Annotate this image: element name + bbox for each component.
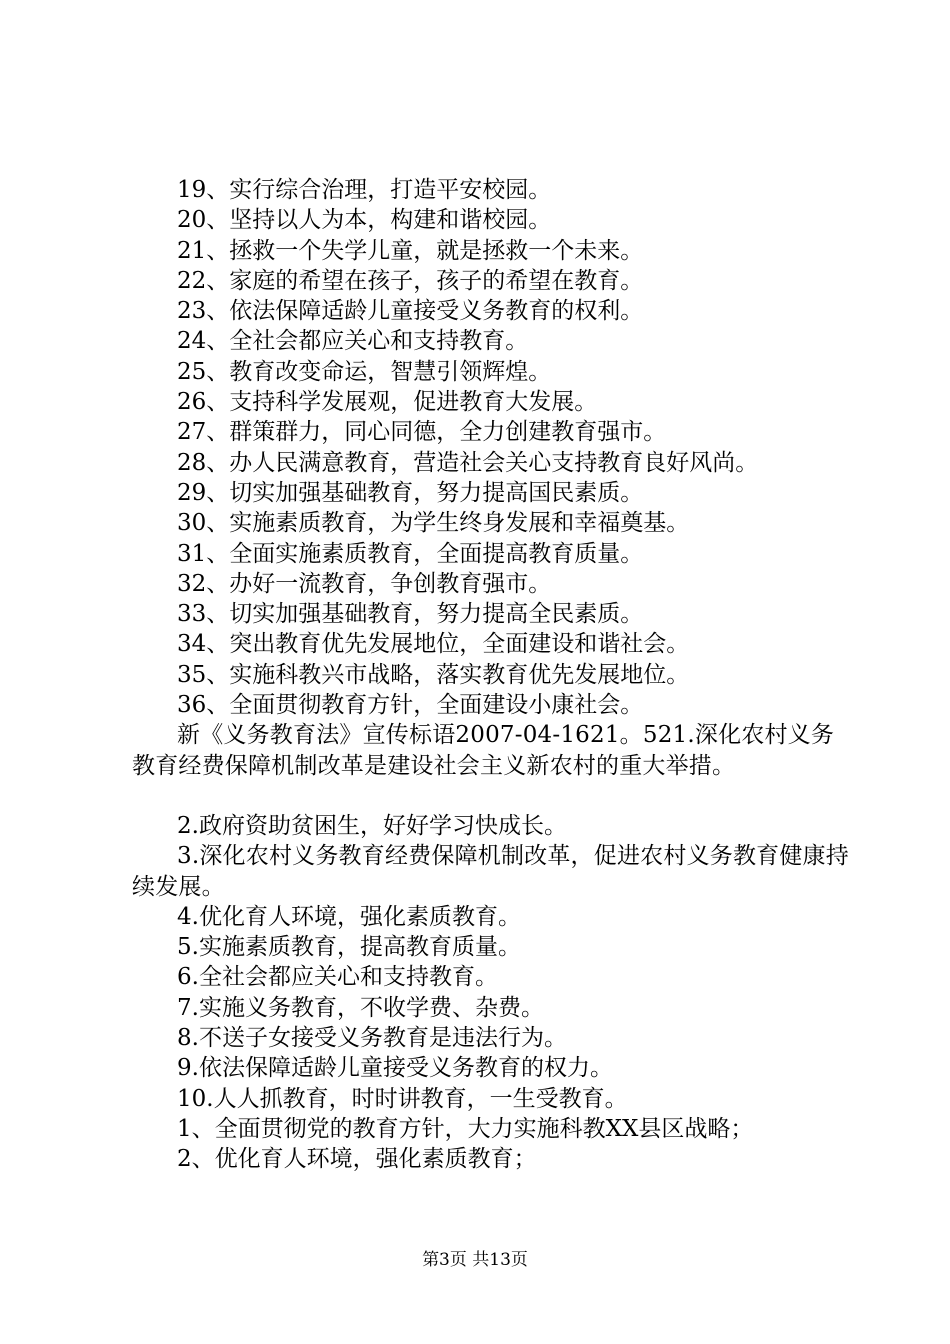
slogan-paragraph: 3.深化农村义务教育经费保障机制改革，促进农村义务教育健康持续发展。 — [132, 843, 849, 900]
slogan-item: 29、切实加强基础教育，努力提高国民素质。 — [177, 479, 644, 506]
slogan-item: 4.优化育人环境，强化素质教育。 — [177, 903, 521, 930]
slogan-item: 23、依法保障适龄儿童接受义务教育的权利。 — [177, 298, 644, 325]
slogan-item: 9.依法保障适龄儿童接受义务教育的权力。 — [177, 1055, 613, 1082]
slogan-item: 2、优化育人环境，强化素质教育； — [177, 1146, 537, 1173]
slogan-item: 25、教育改变命运，智慧引领辉煌。 — [177, 358, 552, 385]
slogan-item: 10.人人抓教育，时时讲教育，一生受教育。 — [177, 1085, 628, 1112]
slogan-item: 28、办人民满意教育，营造社会关心支持教育良好风尚。 — [177, 449, 759, 476]
slogan-item: 34、突出教育优先发展地位，全面建设和谐社会。 — [177, 631, 690, 658]
slogan-item: 6.全社会都应关心和支持教育。 — [177, 964, 498, 991]
document-body — [132, 175, 849, 1175]
slogan-item: 22、家庭的希望在孩子，孩子的希望在教育。 — [177, 267, 644, 294]
slogan-item: 1、全面贯彻党的教育方针，大力实施科教XX县区战略； — [177, 1115, 754, 1142]
slogan-item: 21、拯救一个失学儿童，就是拯救一个未来。 — [177, 237, 644, 264]
page-footer: 第3页 共13页 — [422, 1250, 528, 1270]
slogan-list-b — [132, 902, 832, 1175]
slogan-list — [132, 175, 832, 720]
slogan-item: 30、实施素质教育，为学生终身发展和幸福奠基。 — [177, 510, 690, 537]
slogan-item: 20、坚持以人为本，构建和谐校园。 — [177, 207, 552, 234]
paragraph-spacer — [132, 781, 832, 811]
slogan-item: 5.实施素质教育，提高教育质量。 — [177, 934, 521, 961]
slogan-item: 33、切实加强基础教育，努力提高全民素质。 — [177, 601, 644, 628]
slogan-item: 32、办好一流教育，争创教育强市。 — [177, 570, 552, 597]
slogan-item: 24、全社会都应关心和支持教育。 — [177, 328, 529, 355]
slogan-item: 8.不送子女接受义务教育是违法行为。 — [177, 1025, 567, 1052]
slogan-item: 35、实施科教兴市战略，落实教育优先发展地位。 — [177, 661, 690, 688]
section-paragraph: 新《义务教育法》宣传标语2007-04-1621。521.深化农村义务教育经费保障机制改革是建设社会主义新农村的重大举措。 — [132, 722, 835, 779]
slogan-item: 7.实施义务教育，不收学费、杂费。 — [177, 994, 544, 1021]
slogan-item: 31、全面实施素质教育，全面提高教育质量。 — [177, 540, 644, 567]
slogan-item: 36、全面贯彻教育方针，全面建设小康社会。 — [177, 692, 644, 719]
slogan-item: 19、实行综合治理，打造平安校园。 — [177, 177, 552, 203]
slogan-item: 27、群策群力，同心同德，全力创建教育强市。 — [177, 419, 667, 446]
slogan-item: 26、支持科学发展观，促进教育大发展。 — [177, 389, 598, 416]
slogan-item: 2.政府资助贫困生，好好学习快成长。 — [177, 812, 567, 839]
